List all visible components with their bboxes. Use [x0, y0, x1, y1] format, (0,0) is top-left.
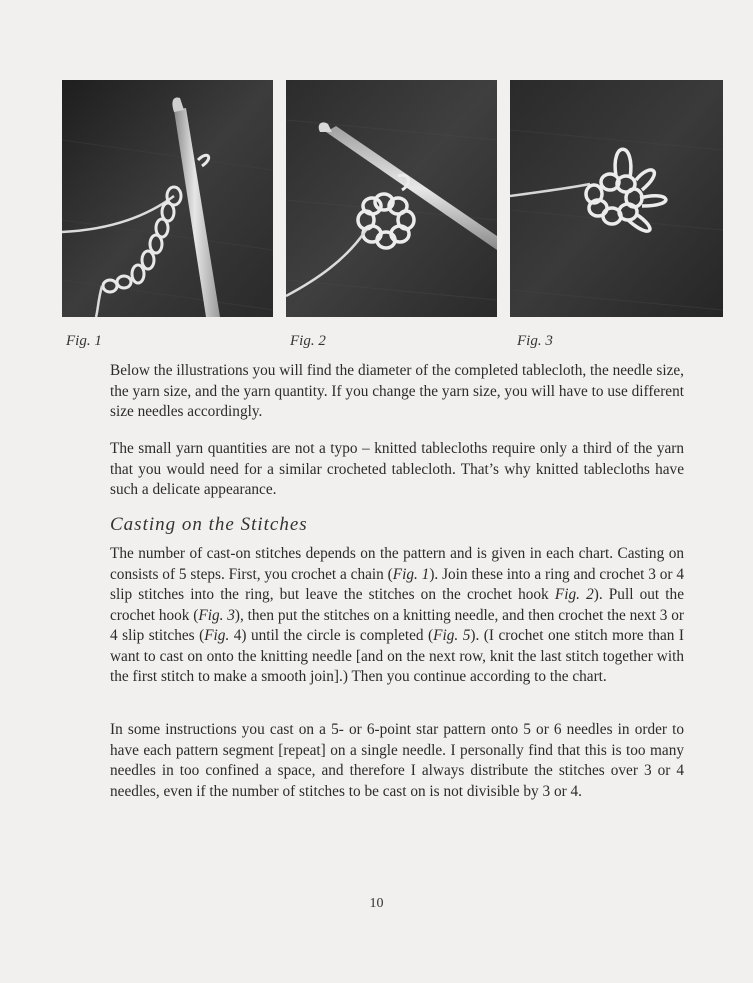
text-run: 4) until the circle is completed (: [229, 627, 434, 644]
text-run: ). Pull out the crochet hook (: [110, 586, 684, 624]
figure-reference: Fig. 1: [392, 565, 430, 583]
paragraph-intro: Below the illustrations you will find the diameter of the completed tablecloth, the needle size, the yarn size, and the yarn quantity. If you change the yarn size, you will have to use different size needles accordingly.: [110, 362, 684, 420]
figure-1-caption: Fig. 1: [66, 333, 102, 349]
figure-2-photo: [286, 80, 497, 317]
text-run: ), then put the stitches on a knitting needle, and then crochet the next 3 or 4 slip stitches (: [110, 606, 684, 644]
figure-2-caption: Fig. 2: [290, 333, 326, 349]
figure-reference: Fig.: [204, 627, 230, 644]
paragraph-casting-on: [110, 544, 684, 688]
section-heading: Casting on the Stitches: [110, 514, 308, 535]
paragraph-needle-distribution: In some instructions you cast on a 5- or 6-point star pattern onto 5 or 6 needles in order to have each pattern segment [repeat] on a single needle. I personally find that this is too many needles in too confined a space, and therefore I always distribute the stitches over 3 or 4 needles, even if the number of stitches to be cast on is not divisible by 3 or 4.: [110, 721, 684, 800]
text-run: ). (I crochet one stitch more than I want to cast on onto the knitting needle [and on the next row, knit the last stitch together with the first stitch to make a smooth join].) Then you continue according to the chart.: [110, 627, 685, 685]
text-run: ). Join these into a ring and crochet 3 or 4 slip stitches into the ring, but leave the stitches on the crochet hook: [110, 565, 685, 603]
figure-1-photo: [62, 80, 273, 317]
text-run: The number of cast-on stitches depends on the pattern and is given in each chart. Casting on consists of 5 steps. First, you crochet a chain (: [110, 545, 684, 583]
figure-3-photo: [510, 80, 723, 317]
figure-reference: Fig. 3: [198, 606, 235, 624]
figure-reference: Fig. 5: [433, 627, 471, 644]
figure-reference: Fig. 2: [554, 586, 594, 603]
paragraph-yarn-quantities: The small yarn quantities are not a typo – knitted tablecloths require only a third of the yarn that you would need for a similar crocheted tablecloth. That’s why knitted tablecloths have such a delicate appearance.: [110, 440, 684, 498]
figure-3-caption: Fig. 3: [517, 333, 553, 349]
page-number: 10: [369, 896, 384, 911]
